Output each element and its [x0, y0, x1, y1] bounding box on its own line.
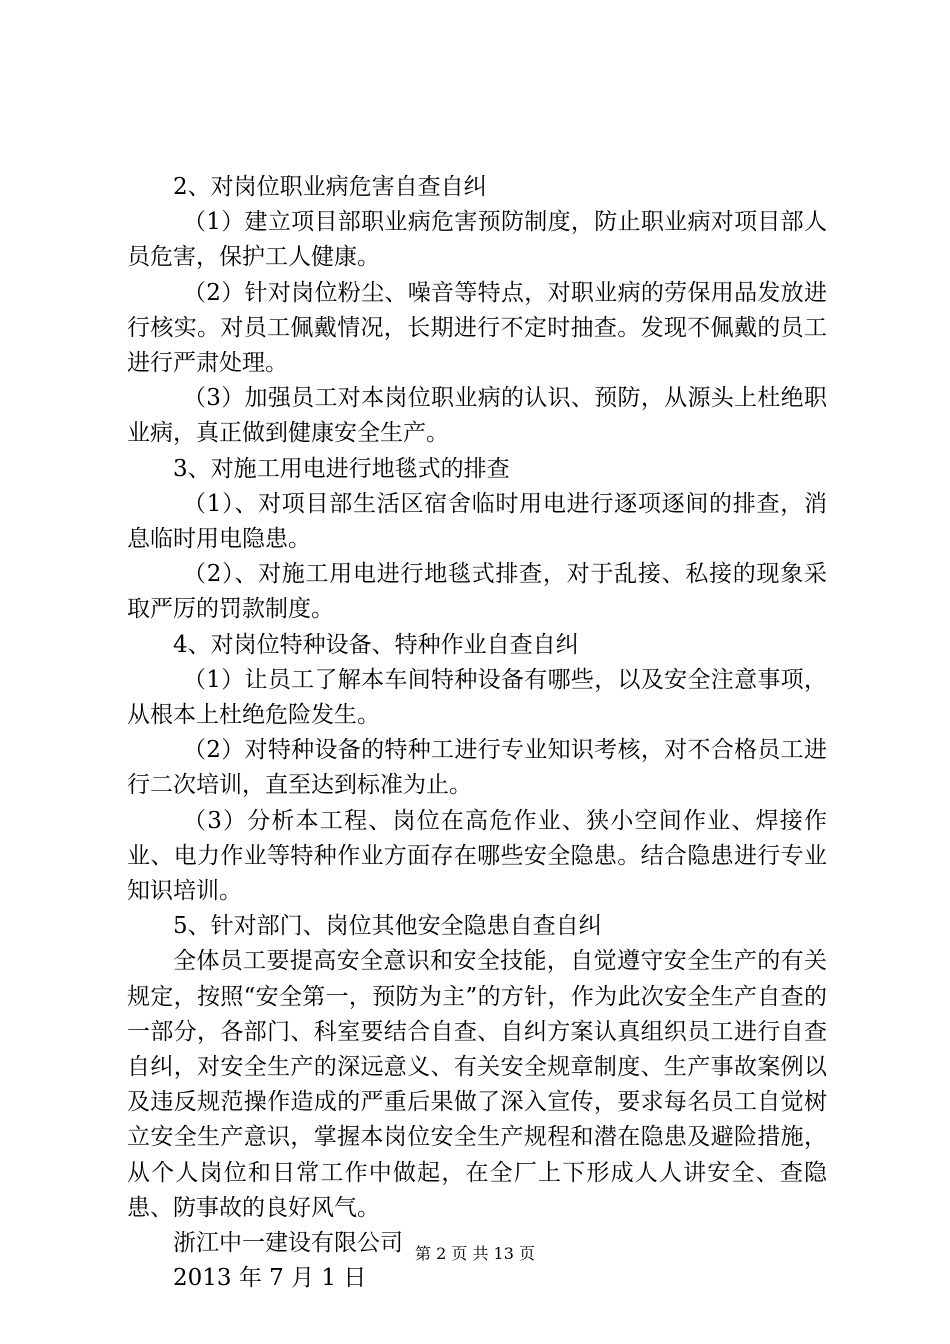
page-number: 第 2 页 共 13 页: [415, 1244, 535, 1263]
list-item: （2）、对施工用电进行地毯式排查，对于乱接、私接的现象采取严厉的罚款制度。: [127, 561, 827, 623]
list-item: （1）、对项目部生活区宿舍临时用电进行逐项逐间的排查，消息临时用电隐患。: [127, 490, 827, 553]
list-item: （1）让员工了解本车间特种设备有哪些，以及安全注意事项，从根本上杜绝危险发生。: [127, 666, 827, 729]
page-footer: [0, 1244, 950, 1264]
section-heading-special-equipment: 4、对岗位特种设备、特种作业自查自纠: [173, 631, 579, 658]
list-item: （3）加强员工对本岗位职业病的认识、预防，从源头上杜绝职业病，真正做到健康安全生产。: [127, 385, 827, 447]
section-heading-occupational: 2、对岗位职业病危害自查自纠: [173, 174, 487, 200]
list-item: （2）对特种设备的特种工进行专业知识考核，对不合格员工进行二次培训，直至达到标准为止。: [127, 737, 827, 799]
document-body: [127, 170, 827, 1297]
signature-company: 浙江中一建设有限公司: [173, 1230, 403, 1257]
list-item: （2）针对岗位粉尘、噪音等特点，对职业病的劳保用品发放进行核实。对员工佩戴情况，长期进行不定时抽查。发现不佩戴的员工进行严肃处理。: [127, 279, 827, 377]
list-item: （1）建立项目部职业病危害预防制度，防止职业病对项目部人员危害，保护工人健康。: [127, 209, 827, 271]
body-paragraph: 全体员工要提高安全意识和安全技能，自觉遵守安全生产的有关规定，按照“安全第一，预防为主”的方针，作为此次安全生产自查的一部分，各部门、科室要结合自查、自纠方案认真组织员工进行自查自纠，对安全生产的深远意义、有关安全规章制度、生产事故案例以及违反规范操作造成的严重后果做了深入宣传，要求每名员工自觉树立安全生产意识，掌握本岗位安全生产规程和潜在隐患及避险措施，从个人岗位和日常工作中做起，在全厂上下形成人人讲安全、查隐患、防事故的良好风气。: [127, 948, 827, 1221]
section-heading-electricity: 3、对施工用电进行地毯式的排查: [173, 455, 510, 482]
section-heading-other-hazards: 5、针对部门、岗位其他安全隐患自查自纠: [173, 913, 602, 940]
list-item: （3）分析本工程、岗位在高危作业、狭小空间作业、焊接作业、电力作业等特种作业方面存在哪些安全隐患。结合隐患进行专业知识培训。: [127, 807, 827, 905]
signature-date: 2013 年 7 月 1 日: [173, 1265, 367, 1292]
